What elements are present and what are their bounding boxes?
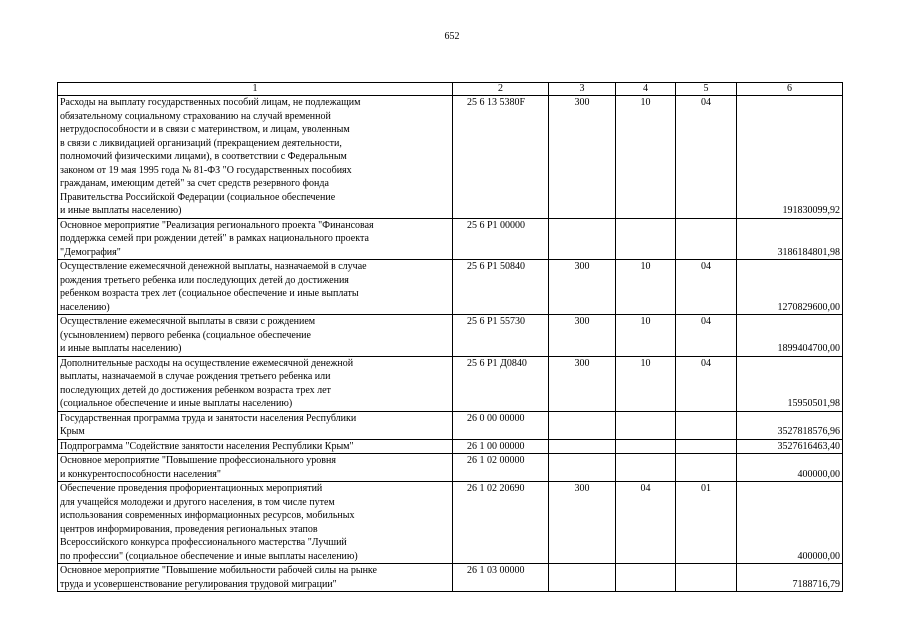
row-code: 26 1 00 00000 (453, 439, 549, 454)
row-col-5 (676, 411, 737, 439)
table-header-row (58, 83, 843, 96)
row-col-4: 04 (616, 482, 676, 564)
row-code: 26 1 02 20690 (453, 482, 549, 564)
header-col-2: 2 (453, 83, 549, 96)
table-row (58, 218, 843, 260)
row-col-4 (616, 218, 676, 260)
row-col-3 (549, 218, 616, 260)
row-col-5: 04 (676, 96, 737, 219)
row-code: 26 1 02 00000 (453, 454, 549, 482)
row-name: Осуществление ежемесячной денежной выплаты, назначаемой в случае рождения третьего ребенка или последующих детей до достижения ребенком возраста трех лет (социальное обеспечение и иные выплаты населению) (58, 260, 453, 315)
header-col-5: 5 (676, 83, 737, 96)
header-col-4: 4 (616, 83, 676, 96)
table-row (58, 260, 843, 315)
table-row (58, 454, 843, 482)
table-row (58, 482, 843, 564)
row-code: 25 6 Р1 00000 (453, 218, 549, 260)
row-col-5: 01 (676, 482, 737, 564)
row-col-5 (676, 564, 737, 592)
budget-table (57, 82, 843, 592)
row-name: Дополнительные расходы на осуществление ежемесячной денежной выплаты, назначаемой в случае рождения третьего ребенка или последующих детей до достижения ребенком возраста трех лет (социальное обеспечение и иные выплаты населению) (58, 356, 453, 411)
page-number: 652 (444, 31, 460, 42)
row-amount: 7188716,79 (737, 564, 843, 592)
row-name: Подпрограмма "Содействие занятости населения Республики Крым" (58, 439, 453, 454)
table-row (58, 315, 843, 357)
row-amount: 191830099,92 (737, 96, 843, 219)
row-name: Осуществление ежемесячной выплаты в связи с рождением (усыновлением) первого ребенка (социальное обеспечение и иные выплаты населению) (58, 315, 453, 357)
row-col-3: 300 (549, 356, 616, 411)
table-row (58, 96, 843, 219)
row-amount: 3527818576,96 (737, 411, 843, 439)
row-name: Основное мероприятие "Реализация регионального проекта "Финансовая поддержка семей при рождении детей" в рамках национального проекта "Демография" (58, 218, 453, 260)
row-col-3: 300 (549, 96, 616, 219)
row-col-4 (616, 454, 676, 482)
row-col-5 (676, 454, 737, 482)
row-amount: 1899404700,00 (737, 315, 843, 357)
row-col-3 (549, 439, 616, 454)
row-col-3: 300 (549, 482, 616, 564)
row-name: Расходы на выплату государственных пособий лицам, не подлежащим обязательному социальному страхованию на случай временной нетрудоспособности и в связи с материнством, и лицам, уволенным в связи с ликвидацией организаций (прекращением деятельности, полномочий физическими лицами), в соответствии с Федеральным законом от 19 мая 1995 года № 81-ФЗ "О государственных пособиях гражданам, имеющим детей" за счет средств резервного фонда Правительства Российской Федерации (социальное обеспечение и иные выплаты населению) (58, 96, 453, 219)
row-col-3: 300 (549, 315, 616, 357)
row-amount: 15950501,98 (737, 356, 843, 411)
row-col-4 (616, 564, 676, 592)
row-amount: 400000,00 (737, 454, 843, 482)
row-col-4: 10 (616, 96, 676, 219)
row-name: Основное мероприятие "Повышение профессионального уровня и конкурентоспособности населения" (58, 454, 453, 482)
table-row (58, 564, 843, 592)
row-col-4: 10 (616, 315, 676, 357)
row-col-3 (549, 411, 616, 439)
row-amount: 1270829600,00 (737, 260, 843, 315)
row-col-5 (676, 439, 737, 454)
row-col-3 (549, 564, 616, 592)
row-code: 26 0 00 00000 (453, 411, 549, 439)
row-code: 25 6 Р1 50840 (453, 260, 549, 315)
header-col-6: 6 (737, 83, 843, 96)
row-amount: 3527616463,40 (737, 439, 843, 454)
header-col-1: 1 (58, 83, 453, 96)
row-code: 25 6 Р1 Д0840 (453, 356, 549, 411)
row-code: 26 1 03 00000 (453, 564, 549, 592)
row-col-4: 10 (616, 260, 676, 315)
row-col-5: 04 (676, 356, 737, 411)
row-col-5 (676, 218, 737, 260)
row-col-4 (616, 439, 676, 454)
row-col-4: 10 (616, 356, 676, 411)
row-col-4 (616, 411, 676, 439)
row-code: 25 6 13 5380F (453, 96, 549, 219)
row-name: Обеспечение проведения профориентационных мероприятий для учащейся молодежи и другого населения, в том числе путем использования современных информационных ресурсов, мобильных центров информирования, проведения региональных этапов Всероссийского конкурса профессионального мастерства "Лучший по профессии" (социальное обеспечение и иные выплаты населению) (58, 482, 453, 564)
row-name: Основное мероприятие "Повышение мобильности рабочей силы на рынке труда и усовершенствование регулирования трудовой миграции" (58, 564, 453, 592)
header-col-3: 3 (549, 83, 616, 96)
row-col-3: 300 (549, 260, 616, 315)
table-row (58, 356, 843, 411)
row-name: Государственная программа труда и занятости населения Республики Крым (58, 411, 453, 439)
table-row (58, 439, 843, 454)
row-col-5: 04 (676, 315, 737, 357)
row-code: 25 6 Р1 55730 (453, 315, 549, 357)
row-col-3 (549, 454, 616, 482)
row-amount: 3186184801,98 (737, 218, 843, 260)
row-col-5: 04 (676, 260, 737, 315)
row-amount: 400000,00 (737, 482, 843, 564)
table-row (58, 411, 843, 439)
